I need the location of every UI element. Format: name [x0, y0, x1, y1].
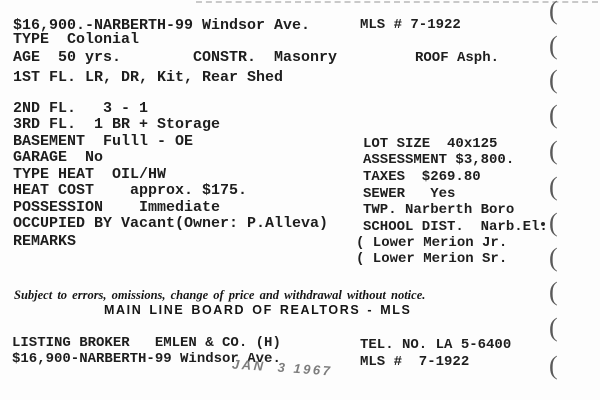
taxes-line: TAXES $269.80 [363, 169, 481, 185]
binding-hole-mark: ( [549, 136, 558, 165]
mls-number-bottom: MLS # 7-1922 [360, 354, 470, 370]
type-heat-line: TYPE HEAT OIL/HW [13, 166, 167, 183]
basement-line: BASEMENT Fulll - OE [13, 133, 194, 150]
first-floor-line: 1ST FL. LR, DR, Kit, Rear Shed [13, 69, 284, 86]
school-district-line: SCHOOL DIST. Narb.El. [363, 219, 548, 235]
second-floor-line: 2ND FL. 3 - 1 [13, 100, 149, 117]
remarks-label: REMARKS [13, 233, 77, 250]
binding-hole-mark: ( [549, 313, 558, 342]
binding-hole-mark: ( [549, 100, 558, 129]
disclaimer-text: Subject to errors, omissions, change of price and withdrawal without notice. [14, 288, 426, 302]
board-name: MAIN LINE BOARD OF REALTORS - MLS [104, 303, 412, 317]
age-constr-line: AGE 50 yrs. CONSTR. Masonry [13, 49, 338, 66]
tel-line: TEL. NO. LA 5-6400 [360, 337, 512, 353]
date-stamp: JAN 3 1967 [231, 356, 333, 379]
binding-hole-mark: ( [549, 277, 558, 306]
type-line: TYPE Colonial [13, 31, 140, 48]
roof-line: ROOF Asph. [415, 50, 500, 66]
garage-line: GARAGE No [13, 149, 104, 166]
possession-line: POSSESSION Immediate [13, 199, 221, 216]
mls-number: MLS # 7-1922 [360, 17, 461, 33]
assessment-line: ASSESSMENT $3,800. [363, 152, 515, 168]
sewer-line: SEWER Yes [363, 186, 456, 202]
occupied-by-line: OCCUPIED BY Vacant(Owner: P.Alleva) [13, 215, 329, 232]
listing-broker-line: LISTING BROKER EMLEN & CO. (H) [12, 335, 281, 351]
lot-size-line: LOT SIZE 40x125 [363, 136, 498, 152]
third-floor-line: 3RD FL. 1 BR + Storage [13, 116, 221, 133]
price-address-line: $16,900.-NARBERTH-99 Windsor Ave. [13, 17, 311, 34]
school-sr-line: ( Lower Merion Sr. [356, 251, 508, 267]
listing-address-line: $16,900-NARBERTH-99 Windsor Ave. [12, 351, 281, 367]
binding-hole-mark: ( [549, 172, 558, 201]
top-perforation-edge [196, 1, 598, 3]
binding-hole-mark: ( [549, 208, 558, 237]
binding-hole-mark: ( [549, 243, 558, 272]
binding-hole-mark: ( [549, 65, 558, 94]
binding-hole-mark: ( [549, 0, 558, 25]
township-line: TWP. Narberth Boro [363, 202, 515, 218]
school-jr-line: ( Lower Merion Jr. [356, 235, 508, 251]
binding-hole-mark: ( [549, 31, 558, 60]
heat-cost-line: HEAT COST approx. $175. [13, 182, 248, 199]
binding-hole-mark: ( [549, 351, 558, 380]
